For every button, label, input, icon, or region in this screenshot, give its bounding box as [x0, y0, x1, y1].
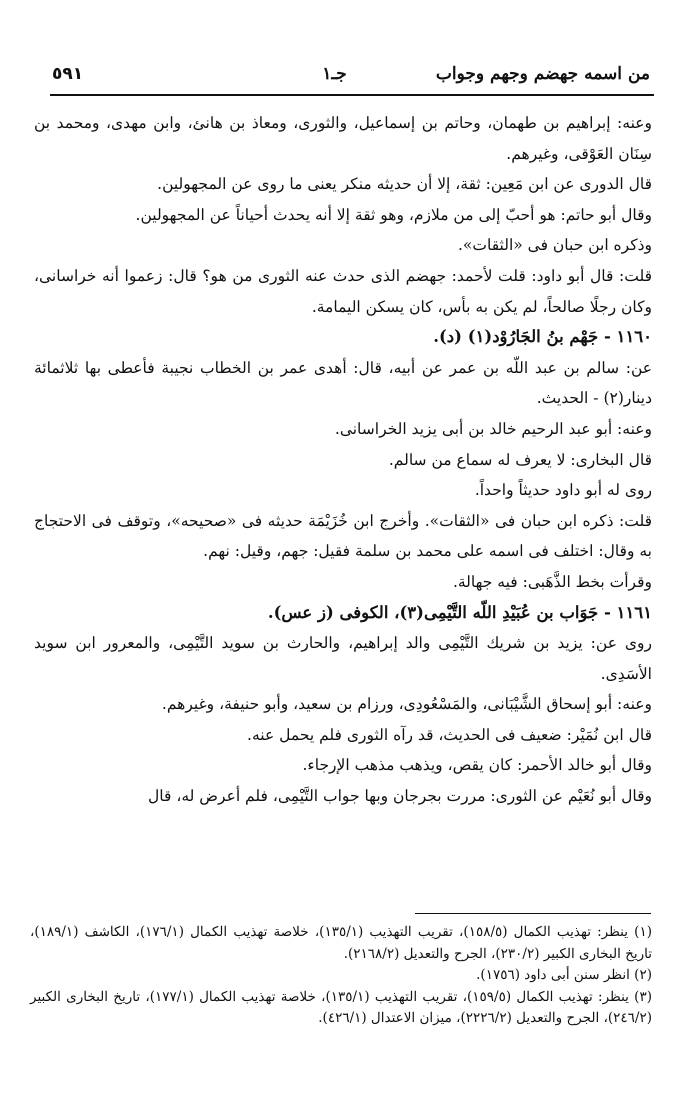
paragraph-yazid: روى عن: يزيد بن شريك التَّيْمِى والد إبراهيم، والحارث بن سويد التَّيْمِى، والمعرور ابن سويد الأسَدِى. [34, 634, 652, 683]
footnote-rule [415, 913, 651, 914]
paragraph-bukhari: قال البخارى: لا يعرف له سماع من سالم. [388, 450, 652, 469]
footnote-3: (٣) ينظر: تهذيب الكمال (١٥٩/٥)، تقريب التهذيب (١٣٥/١)، خلاصة تهذيب الكمال (١٧٧/١)، تاريخ البخارى الكبير (٢٤٦/٢)، الجرح والتعديل (٢٢٢٦/٢)، ميزان الاعتدال (٤٢٦/١). [30, 988, 652, 1027]
paragraph-abu-khalid: وقال أبو خالد الأحمر: كان يقص، ويذهب مذهب الإرجاء. [302, 756, 652, 775]
chapter-title: من اسمه جهضم وجهم وجواب [435, 64, 650, 84]
page-number: ٥٩١ [52, 64, 84, 84]
paragraph-riwaya: روى له أبو داود حديثاً واحداً. [474, 481, 652, 500]
entry-heading-1160: ١١٦٠ - جَهْم بنُ الجَارُوْد(١) (د). [433, 327, 652, 347]
paragraph-narrators: وعنه: إبراهيم بن طهمان، وحاتم بن إسماعيل، والثورى، ومعاذ بن هانئ، وابن مهدى، ومحمد بن سِنَان العَوْقى، وغيرهم. [34, 114, 652, 163]
page-header [52, 56, 650, 92]
paragraph-dhahabi: وقرأت بخط الذَّهَبى: فيه جهالة. [452, 572, 652, 591]
paragraph-shaybani: وعنه: أبو إسحاق الشَّيْبَانى، والمَسْعُودِى، ورزام بن سعيد، وأبو حنيفة، وغيرهم. [161, 695, 652, 714]
paragraph-abu-hatim: وقال أبو حاتم: هو أحبّ إلى من ملازم، وهو ثقة إلا أنه يحدث أحياناً عن المجهولين. [135, 205, 652, 224]
footnote-1: (١) ينظر: تهذيب الكمال (١٥٨/٥)، تقريب التهذيب (١٣٥/١)، خلاصة تهذيب الكمال (١٧٦/١)، الكاشف (١٨٩/١)، تاريخ البخارى الكبير (٢٣٠/٢)، الجرح والتعديل (٢١٦٨/٢). [30, 924, 652, 962]
paragraph-abu-nuaym: وقال أبو نُعَيْم عن الثورى: مررت بجرجان وبها جواب التَّيْمِى، فلم أعرض له، قال [148, 787, 652, 806]
paragraph-ibn-hibban: وذكره ابن حبان فى «الثقات». [457, 236, 652, 255]
paragraph-abu-dawud: قلت: قال أبو داود: قلت لأحمد: جهضم الذى حدث عنه الثورى من هو؟ قال: زعموا أنه خراسانى، وكان رجلًا صالحاً، لم يكن به بأس، كان يسكن اليمامة. [34, 266, 652, 316]
paragraph-khalid: وعنه: أبو عبد الرحيم خالد بن أبى يزيد الخراسانى. [334, 419, 652, 438]
paragraph-salim: عن: سالم بن عبد اللّه بن عمر عن أبيه، قال: أهدى عمر بن الخطاب نجيبة فأعطى بها ثلاثمائة دينار(٢) - الحديث. [34, 358, 652, 408]
paragraph-ibn-main: قال الدورى عن ابن مَعِين: ثقة، إلا أن حديثه منكر يعنى ما روى عن المجهولين. [157, 175, 652, 194]
entry-heading-1161: ١١٦١ - جَوَاب بن عُبَيْدِ اللّه التَّيْمِى(٣)، الكوفى (ز عس). [267, 602, 652, 622]
footnotes [30, 922, 652, 1030]
paragraph-ibn-numayr: قال ابن نُمَيْر: ضعيف فى الحديث، قد رآه الثورى فلم يحمل عنه. [247, 725, 652, 744]
paragraph-ibn-khuzayma: قلت: ذكره ابن حبان فى «الثقات». وأخرج ابن خُزَيْمَة حديثه فى «صحيحه»، وتوقف فى الاحتجاج به وقال: اختلف فى اسمه على محمد بن سلمة فقيل: جهم، وقيل: نهم. [34, 511, 652, 561]
footnote-2: (٢) انظر سنن أبى داود (١٧٥٦). [476, 967, 652, 984]
volume-label: جـ١ [322, 64, 347, 84]
main-text [34, 108, 652, 812]
header-rule [50, 94, 654, 96]
